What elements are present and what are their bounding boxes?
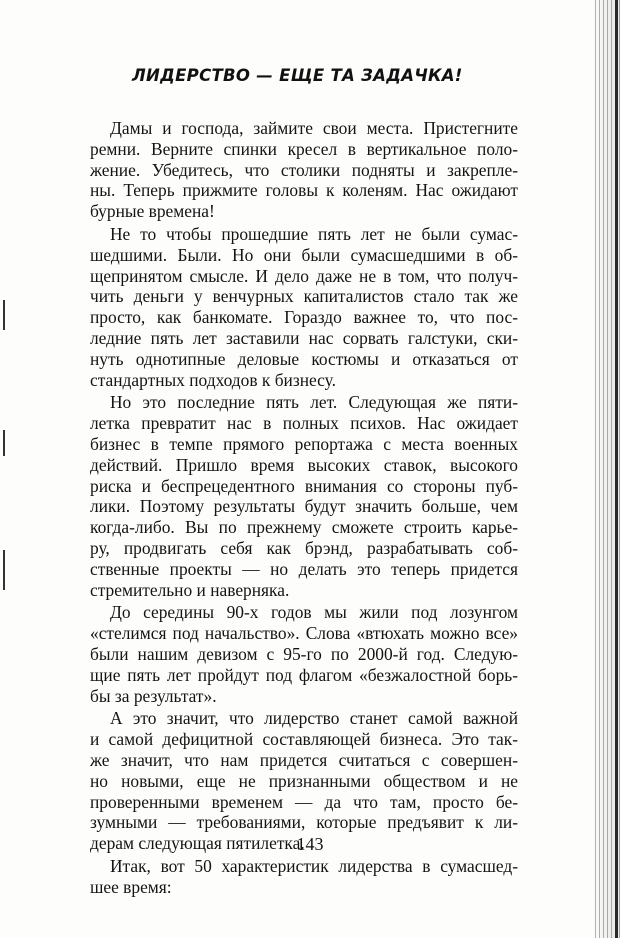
paragraph-6 xyxy=(90,856,518,898)
text-line: До середины 90-х годов мы жили под лозунгом xyxy=(110,602,518,623)
paragraph-3 xyxy=(90,392,518,600)
scan-edge-left xyxy=(0,300,10,660)
text-line: ремни. Верните спинки кресел в вертикальное поло- xyxy=(90,138,518,159)
text-line: жение. Убедитесь, что столики подняты и закрепле- xyxy=(90,159,518,180)
text-line: нуть однотипные деловые костюмы и отказаться от xyxy=(90,348,518,369)
text-line: ру, продвигать себя как брэнд, разрабатывать соб- xyxy=(90,537,518,558)
text-line: зумными — требованиями, которые предъявит к ли- xyxy=(90,812,518,833)
text-line: лики. Поэтому результаты будут значить больше, чем xyxy=(90,496,518,517)
text-line: дерам следующая пятилетка. xyxy=(90,833,305,854)
text-line: стандартных подходов к бизнесу. xyxy=(90,369,336,390)
text-line: стремительно и наверняка. xyxy=(90,579,290,600)
text-line: щепринятом смысле. И дело даже не в том, что получ- xyxy=(90,265,518,286)
text-line: риска и беспрецедентного внимания со стороны пуб- xyxy=(90,475,518,496)
text-line: бы за результат». xyxy=(90,685,217,706)
text-line: Итак, вот 50 характеристик лидерства в сумасшед- xyxy=(110,855,518,876)
text-line: Но это последние пять лет. Следующая же пяти- xyxy=(110,392,518,413)
text-line: ны. Теперь прижмите головы к коленям. Нас ожидают xyxy=(90,180,518,201)
text-line: ственные проекты — но делать это теперь придется xyxy=(90,558,518,579)
paragraph-1 xyxy=(90,118,518,222)
text-line: действий. Пришло время высоких ставок, высокого xyxy=(90,454,518,475)
text-line: чить деньги у венчурных капиталистов стало так же xyxy=(90,286,518,307)
text-line: щие пять лет пройдут под флагом «безжалостной борь- xyxy=(90,664,518,685)
text-line: же значит, что нам придется считаться с совершен- xyxy=(90,749,518,770)
page-number: 143 xyxy=(296,834,324,854)
text-line: шедшими. Были. Но они были сумасшедшими в об- xyxy=(90,244,518,265)
text-line: шее время: xyxy=(90,876,172,897)
paragraph-4 xyxy=(90,602,518,706)
text-line: просто, как банкомате. Гораздо важнее то, что пос- xyxy=(90,307,518,328)
text-line: бизнес в темпе прямого репортажа с места военных xyxy=(90,433,518,454)
text-line: Дамы и господа, займите свои места. Пристегните xyxy=(110,118,518,138)
text-line: «стелимся под начальство». Слова «втюхать можно все» xyxy=(90,623,518,644)
paragraph-5 xyxy=(90,708,518,854)
paragraph-2 xyxy=(90,224,518,390)
text-line: были нашим девизом с 95-го по 2000-й год. Следую- xyxy=(90,643,518,664)
scan-edge-right xyxy=(592,0,620,938)
text-line: летка превратит нас в полных психов. Нас ожидает xyxy=(90,413,518,434)
body-text xyxy=(90,118,518,899)
text-line: когда-либо. Вы по прежнему сможете строить карье- xyxy=(90,517,518,538)
text-line: проверенными временем — да что там, просто бе- xyxy=(90,791,518,812)
text-line: ледние пять лет заставили нас сорвать галстуки, ски- xyxy=(90,327,518,348)
text-line: но новыми, еще не признанными обществом и не xyxy=(90,770,518,791)
text-line: бурные времена! xyxy=(90,201,215,222)
running-head: ЛИДЕРСТВО — ЕЩЕ ТА ЗАДАЧКА! xyxy=(132,66,463,85)
text-line: Не то чтобы прошедшие пять лет не были сумас- xyxy=(110,223,518,244)
text-line: А это значит, что лидерство станет самой важной xyxy=(110,708,518,729)
text-line: и самой дефицитной составляющей бизнеса. Это так- xyxy=(90,729,518,750)
